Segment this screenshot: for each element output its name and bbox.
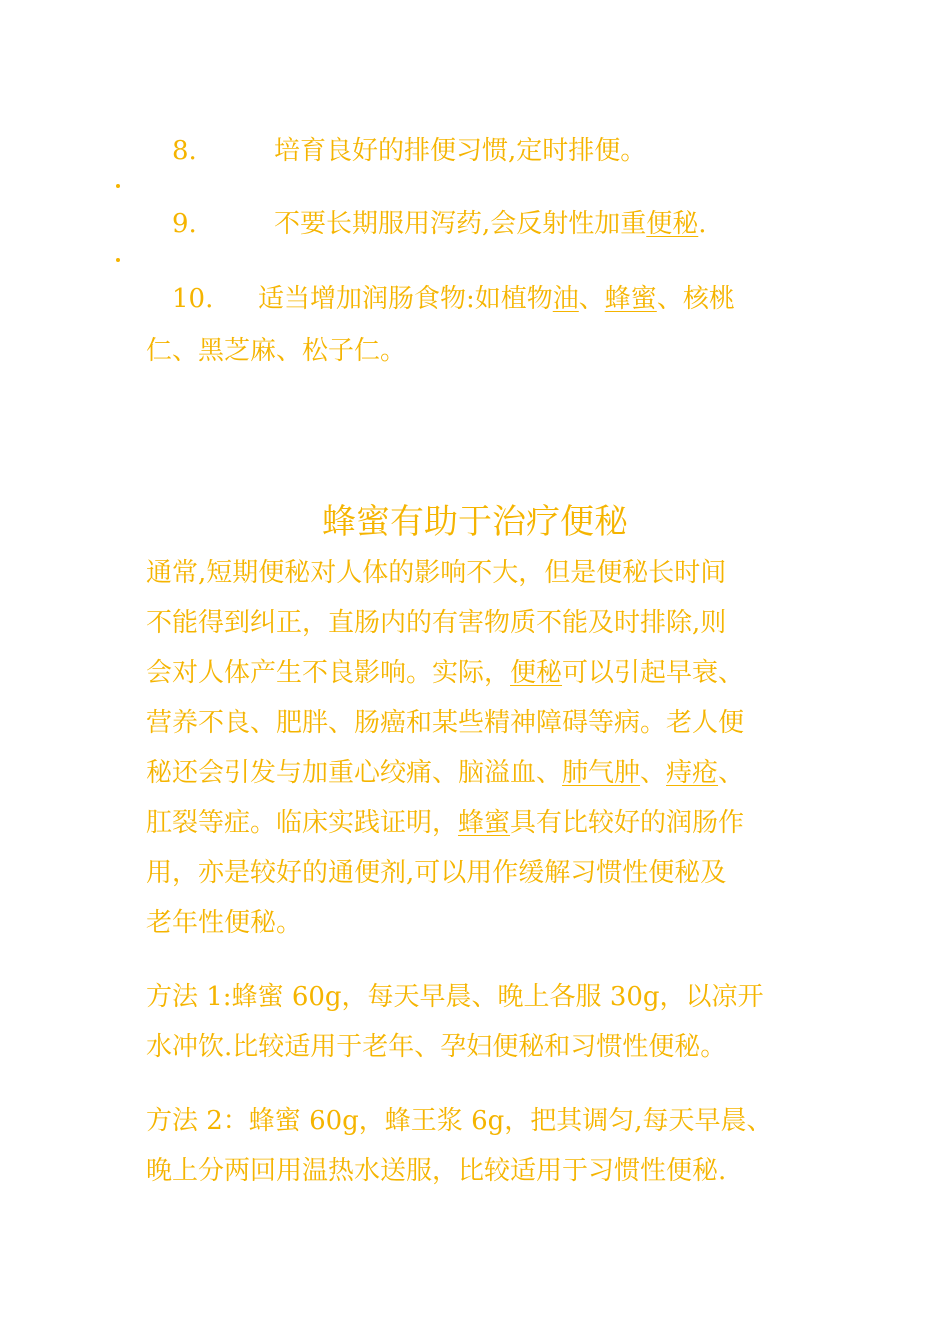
method-1-paragraph <box>146 972 816 1072</box>
paragraph-line <box>146 748 816 798</box>
link-emphysema[interactable]: 肺气肿 <box>562 758 641 788</box>
article-title: 蜂蜜有助于治疗便秘 <box>322 502 628 542</box>
list-number: 8. <box>172 136 197 166</box>
list-text: 、核桃 <box>656 284 735 314</box>
paragraph-line: 不能得到纠正，直肠内的有害物质不能及时排除,则 <box>146 608 727 638</box>
list-number: 9. <box>172 209 197 239</box>
link-constipation[interactable]: 便秘 <box>646 209 699 239</box>
text-run: 秘还会引发与加重心绞痛、脑溢血、 <box>146 758 563 788</box>
paragraph-line: 营养不良、肥胖、肠癌和某些精神障碍等病。老人便 <box>146 708 745 738</box>
list-text: . <box>698 209 707 239</box>
method-2-paragraph <box>146 1096 816 1196</box>
list-text: 适当增加润肠食物:如植物 <box>258 284 553 314</box>
text-run: 、 <box>640 758 667 788</box>
text-run: 、 <box>718 758 745 788</box>
paragraph-line: 方法 2：蜂蜜 60g，蜂王浆 6g，把其调匀,每天早晨、 <box>146 1106 773 1136</box>
list-text: 、 <box>578 284 605 314</box>
link-honey[interactable]: 蜂蜜 <box>604 284 657 314</box>
article-paragraph <box>146 548 816 948</box>
text-run: 肛裂等症。临床实践证明， <box>146 808 459 838</box>
list-item-10-continuation: 仁、黑芝麻、松子仁。 <box>146 336 407 366</box>
paragraph-line: 晚上分两回用温热水送服，比较适用于习惯性便秘. <box>146 1156 727 1186</box>
list-item-8 <box>172 136 646 166</box>
link-oil[interactable]: 油 <box>552 284 579 314</box>
list-item-10 <box>172 284 735 314</box>
paragraph-line <box>146 648 816 698</box>
link-hemorrhoids[interactable]: 痔疮 <box>666 758 719 788</box>
paragraph-line: 方法 1:蜂蜜 60g，每天早晨、晚上各服 30g，以凉开 <box>146 982 764 1012</box>
link-honey[interactable]: 蜂蜜 <box>458 808 511 838</box>
paragraph-line: 水冲饮.比较适用于老年、孕妇便秘和习惯性便秘。 <box>146 1032 727 1062</box>
bullet-marker <box>116 258 120 262</box>
text-run: 具有比较好的润肠作 <box>510 808 745 838</box>
bullet-marker <box>116 184 120 188</box>
list-text: 培育良好的排便习惯,定时排便。 <box>274 136 647 166</box>
paragraph-line <box>146 798 816 848</box>
list-number: 10. <box>172 284 214 314</box>
paragraph-line: 通常,短期便秘对人体的影响不大，但是便秘长时间 <box>146 558 727 588</box>
text-run: 可以引起早衰、 <box>562 658 745 688</box>
text-run: 会对人体产生不良影响。实际， <box>146 658 511 688</box>
list-text: 不要长期服用泻药,会反射性加重 <box>274 209 647 239</box>
paragraph-line: 用，亦是较好的通便剂,可以用作缓解习惯性便秘及 <box>146 858 727 888</box>
link-constipation[interactable]: 便秘 <box>510 658 563 688</box>
paragraph-line: 老年性便秘。 <box>146 908 303 938</box>
list-item-9 <box>172 209 707 239</box>
